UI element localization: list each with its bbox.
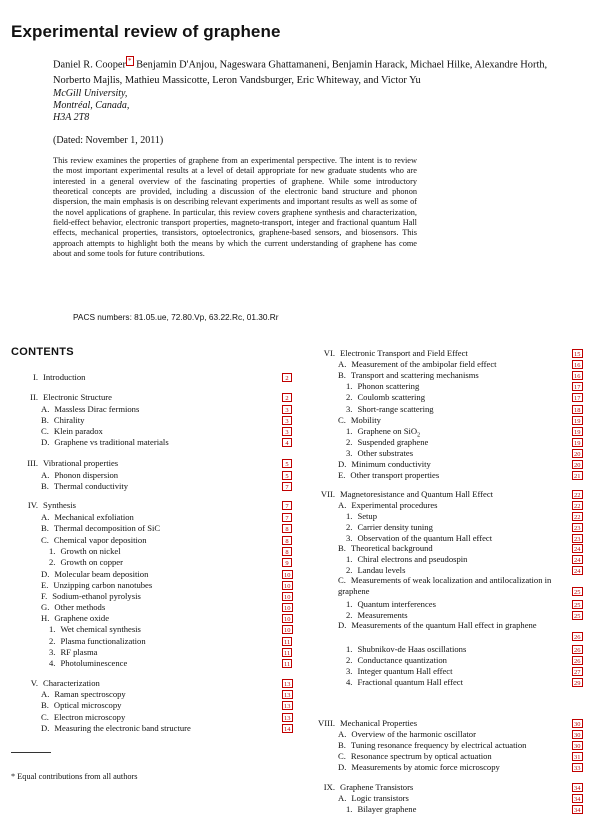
toc-label: Phonon scattering (357, 381, 420, 391)
toc-page-link[interactable]: 30 (574, 743, 581, 750)
toc-entry[interactable] (346, 804, 416, 815)
toc-number: II. (30, 392, 38, 402)
toc-number: 1. (49, 624, 56, 634)
toc-number: 2. (49, 557, 56, 567)
toc-label: Measurements of weak localization and antilocalization in graphene (338, 575, 552, 596)
toc-page-link[interactable]: 7 (282, 513, 292, 522)
toc-page-link[interactable]: 11 (284, 650, 291, 657)
toc-page-link[interactable]: 7 (282, 482, 292, 491)
toc-entry[interactable] (338, 370, 479, 381)
toc-number: 1. (346, 511, 353, 521)
toc-page-link[interactable]: 17 (574, 395, 581, 402)
toc-number: B. (338, 740, 346, 750)
toc-label: Minimum conductivity (351, 459, 431, 469)
toc-label: Phonon dispersion (54, 470, 119, 480)
toc-label: Growth on nickel (60, 546, 121, 556)
toc-page-link[interactable]: 20 (574, 451, 581, 458)
toc-label: Shubnikov-de Haas oscillations (357, 644, 467, 654)
toc-page-link[interactable]: 25 (574, 613, 581, 620)
toc-number: B. (338, 543, 346, 553)
affiliation (53, 88, 129, 124)
toc-page-link[interactable]: 24 (574, 557, 581, 564)
toc-page-link[interactable]: 3 (282, 405, 292, 414)
toc-label-subscript: 2 (417, 432, 421, 439)
toc-number: A. (338, 359, 347, 369)
toc-number: 2. (346, 610, 353, 620)
toc-entry[interactable] (346, 511, 377, 522)
toc-entry[interactable] (41, 602, 105, 613)
toc-entry[interactable] (338, 359, 497, 370)
toc-label: Massless Dirac fermions (54, 404, 140, 414)
toc-label: Carrier density tuning (357, 522, 433, 532)
toc-page-link[interactable]: 8 (282, 547, 292, 556)
toc-page-link[interactable]: 26 (574, 658, 581, 665)
toc-label: Measurements of the quantum Hall effect in graphene (351, 620, 537, 630)
toc-entry[interactable] (346, 448, 413, 459)
toc-number: G. (41, 602, 50, 612)
toc-entry[interactable] (41, 426, 103, 437)
toc-label: Resonance spectrum by optical actuation (350, 751, 492, 761)
toc-page-link[interactable]: 13 (284, 703, 291, 710)
toc-label: Graphene on SiO (357, 426, 418, 436)
toc-number: C. (41, 535, 49, 545)
toc-label: Logic transistors (351, 793, 409, 803)
toc-number: IX. (323, 782, 335, 792)
toc-number: 3. (49, 647, 56, 657)
toc-label: Graphene Transistors (340, 782, 414, 792)
toc-number: A. (338, 793, 347, 803)
toc-page-link[interactable]: 34 (574, 807, 581, 814)
toc-page-link[interactable]: 20 (574, 462, 581, 469)
toc-page-link[interactable]: 18 (574, 407, 581, 414)
toc-label: Setup (357, 511, 378, 521)
toc-page-link[interactable]: 31 (574, 754, 581, 761)
toc-number: A. (41, 470, 50, 480)
toc-number: D. (41, 723, 50, 733)
toc-page-link[interactable]: 25 (574, 589, 581, 596)
toc-label: Growth on copper (60, 557, 123, 567)
toc-entry[interactable] (30, 678, 100, 689)
toc-label: Conductance quantization (357, 655, 447, 665)
toc-label: Measurements (357, 610, 408, 620)
toc-entry[interactable] (338, 470, 439, 481)
toc-entry[interactable] (338, 500, 438, 511)
toc-entry[interactable] (338, 543, 433, 554)
toc-number: 2. (49, 636, 56, 646)
toc-number: 1. (346, 644, 353, 654)
toc-label: Mechanical exfoliation (54, 512, 134, 522)
abstract: This review examines the properties of graphene from an experimental perspective. The intent is to review the most important experimental results at a level of detail appropriate for new graduate students who are interested in a general overview of the fascinating properties of graphene. While some introductory theoretical concepts are provided, including a discussion of the electronic band structure and phonon dispersion, the main emphasis is on describing relevant experiments and important results as well as some of the novel applications of graphene. In particular, this review covers graphene synthesis and characterization, field-effect behavior, electronic transport properties, magneto-transport, integer and fractional quantum Hall effects, mechanical properties, transistors, optoelectronics, graphene-based sensors, and biosensors. This approach attempts to highlight both the means by which the current understanding of graphene has come about and some tools for future contributions. (53, 156, 417, 259)
toc-label: Thermal decomposition of SiC (53, 523, 161, 533)
toc-page-link[interactable]: 14 (284, 726, 291, 733)
toc-entry[interactable] (41, 415, 84, 426)
toc-label: Landau levels (357, 565, 406, 575)
toc-page-link[interactable]: 23 (574, 525, 581, 532)
toc-entry[interactable] (41, 437, 169, 448)
contents-heading: CONTENTS (11, 346, 74, 358)
toc-page-link[interactable]: 11 (284, 639, 291, 646)
toc-label: Plasma functionalization (60, 636, 146, 646)
toc-number: B. (41, 523, 49, 533)
toc-entry[interactable] (346, 404, 434, 415)
toc-page-link[interactable]: 26 (574, 647, 581, 654)
toc-number: 1. (346, 804, 353, 814)
toc-page-link[interactable]: 7 (282, 501, 292, 510)
toc-entry[interactable] (338, 793, 409, 804)
toc-entry[interactable] (318, 718, 418, 729)
toc-entry[interactable] (346, 644, 466, 655)
toc-page-link[interactable]: 24 (574, 546, 581, 553)
toc-label: Magnetoresistance and Quantum Hall Effect (340, 489, 494, 499)
toc-number: C. (338, 575, 346, 585)
toc-label: Molecular beam deposition (54, 569, 149, 579)
toc-entry[interactable] (49, 624, 141, 635)
toc-label: Unzipping carbon nanotubes (53, 580, 153, 590)
toc-page-link[interactable]: 22 (574, 503, 581, 510)
toc-entry[interactable] (41, 580, 152, 591)
author-list (53, 56, 575, 88)
toc-entry[interactable] (27, 500, 76, 511)
toc-number: 3. (346, 404, 353, 414)
toc-number: E. (41, 580, 49, 590)
toc-number: H. (41, 613, 50, 623)
toc-page-link[interactable]: 4 (282, 438, 292, 447)
affiliation-line: McGill University, (53, 88, 128, 99)
toc-page-link[interactable]: 10 (284, 594, 291, 601)
toc-number: F. (41, 591, 48, 601)
toc-page-link[interactable]: 11 (284, 661, 291, 668)
toc-label: Fractional quantum Hall effect (357, 677, 464, 687)
toc-page-link[interactable]: 13 (284, 681, 291, 688)
toc-number: A. (338, 500, 347, 510)
toc-page-link[interactable]: 25 (574, 602, 581, 609)
toc-page-link[interactable]: 13 (284, 715, 291, 722)
toc-entry[interactable] (41, 591, 141, 602)
toc-entry[interactable] (41, 481, 128, 492)
toc-page-link[interactable]: 19 (574, 440, 581, 447)
toc-label: Chirality (53, 415, 85, 425)
toc-entry[interactable] (41, 613, 109, 624)
toc-number: VII. (320, 489, 335, 499)
toc-page-link[interactable]: 3 (282, 427, 292, 436)
toc-number: A. (41, 512, 50, 522)
toc-entry[interactable] (49, 557, 123, 568)
toc-number: 1. (346, 554, 353, 564)
toc-label: Chemical vapor deposition (53, 535, 147, 545)
toc-number: 2. (346, 522, 353, 532)
toc-page-link[interactable]: 30 (574, 721, 581, 728)
toc-entry[interactable] (30, 392, 112, 403)
toc-entry[interactable] (41, 700, 121, 711)
toc-label: Experimental procedures (351, 500, 438, 510)
toc-label: Integer quantum Hall effect (357, 666, 453, 676)
toc-number: D. (338, 459, 347, 469)
footnote-link[interactable]: * (128, 57, 132, 65)
affiliation-line: H3A 2T8 (53, 112, 90, 123)
toc-label: Mechanical Properties (340, 718, 418, 728)
toc-entry[interactable] (338, 751, 492, 762)
toc-number: C. (338, 415, 346, 425)
toc-page-link[interactable]: 23 (574, 536, 581, 543)
toc-page-link[interactable]: 22 (574, 492, 581, 499)
toc-number: B. (41, 700, 49, 710)
toc-page-link[interactable]: 10 (284, 572, 291, 579)
toc-number: 2. (346, 565, 353, 575)
toc-number: IV. (27, 500, 38, 510)
toc-page-link[interactable]: 16 (574, 373, 581, 380)
toc-label: Optical microscopy (53, 700, 122, 710)
toc-page-link[interactable]: 17 (574, 384, 581, 391)
toc-label: Electron microscopy (53, 712, 126, 722)
toc-number: 4. (49, 658, 56, 668)
toc-label: Overview of the harmonic oscillator (351, 729, 476, 739)
toc-page-link[interactable]: 33 (574, 765, 581, 772)
toc-number: C. (41, 426, 49, 436)
toc-number: 2. (346, 655, 353, 665)
toc-label: Measuring the electronic band structure (54, 723, 191, 733)
toc-label: Photoluminescence (60, 658, 128, 668)
toc-entry[interactable] (338, 415, 381, 426)
toc-number: 1. (346, 599, 353, 609)
toc-number: 2. (346, 437, 353, 447)
toc-entry[interactable] (320, 489, 494, 500)
toc-label: Theoretical background (350, 543, 433, 553)
toc-number: 2. (346, 392, 353, 402)
toc-entry[interactable] (41, 470, 118, 481)
footnote-rule (11, 752, 51, 753)
toc-entry[interactable] (323, 348, 468, 359)
toc-number: B. (338, 370, 346, 380)
toc-entry[interactable] (41, 404, 139, 415)
toc-page-link[interactable]: 5 (282, 459, 292, 468)
toc-page-link[interactable]: 19 (574, 418, 581, 425)
toc-page-link[interactable]: 13 (284, 692, 291, 699)
toc-page-link[interactable]: 27 (574, 669, 581, 676)
toc-entry[interactable] (41, 723, 191, 734)
toc-label: Raman spectroscopy (54, 689, 126, 699)
toc-entry[interactable] (346, 392, 425, 403)
toc-number: B. (41, 415, 49, 425)
toc-label: Electronic Transport and Field Effect (340, 348, 468, 358)
toc-entry[interactable] (41, 569, 148, 580)
toc-page-link[interactable]: 10 (284, 605, 291, 612)
toc-entry[interactable] (49, 546, 121, 557)
toc-label: Chiral electrons and pseudospin (357, 554, 468, 564)
toc-label: Thermal conductivity (53, 481, 129, 491)
toc-entry[interactable] (338, 620, 558, 631)
paper-title: Experimental review of graphene (11, 22, 281, 41)
toc-number: E. (338, 470, 346, 480)
toc-label: Observation of the quantum Hall effect (357, 533, 493, 543)
toc-number: A. (41, 689, 50, 699)
toc-label: Bilayer graphene (357, 804, 417, 814)
toc-label: Klein paradox (53, 426, 103, 436)
footnote: * Equal contributions from all authors (11, 772, 138, 781)
toc-number: A. (41, 404, 50, 414)
toc-label: Tuning resonance frequency by electrical actuation (350, 740, 527, 750)
toc-label: Coulomb scattering (357, 392, 425, 402)
toc-label: Sodium-ethanol pyrolysis (52, 591, 141, 601)
toc-entry[interactable] (346, 381, 419, 392)
toc-entry[interactable] (346, 666, 453, 677)
toc-page-link[interactable]: 10 (284, 616, 291, 623)
affiliation-line: Montréal, Canada, (53, 100, 130, 111)
toc-entry[interactable] (41, 535, 147, 546)
toc-page-link[interactable]: 10 (284, 627, 291, 634)
toc-label: Short-range scattering (357, 404, 434, 414)
toc-number: C. (338, 751, 346, 761)
toc-page-link[interactable]: 16 (574, 362, 581, 369)
toc-page-link[interactable]: 19 (574, 429, 581, 436)
toc-number: VI. (323, 348, 335, 358)
toc-page-link[interactable]: 8 (282, 536, 292, 545)
toc-entry[interactable] (338, 729, 476, 740)
toc-page-link[interactable]: 34 (574, 785, 581, 792)
toc-page-link[interactable]: 30 (574, 732, 581, 739)
toc-number: D. (338, 762, 347, 772)
toc-label: Suspended graphene (357, 437, 429, 447)
toc-entry[interactable] (346, 522, 433, 533)
toc-number: B. (41, 481, 49, 491)
toc-entry[interactable] (41, 712, 125, 723)
toc-entry[interactable] (27, 458, 119, 469)
toc-number: D. (41, 437, 50, 447)
toc-label: Wet chemical synthesis (60, 624, 141, 634)
toc-label: Other substrates (357, 448, 414, 458)
toc-number: 4. (346, 677, 353, 687)
toc-label: Mobility (350, 415, 381, 425)
toc-label: Graphene oxide (54, 613, 110, 623)
toc-page-link[interactable]: 10 (284, 583, 291, 590)
toc-number: C. (41, 712, 49, 722)
toc-entry[interactable] (346, 599, 436, 610)
toc-page-link[interactable]: 8 (282, 524, 292, 533)
toc-entry[interactable] (41, 689, 126, 700)
toc-entry[interactable] (32, 372, 86, 383)
toc-entry[interactable] (338, 740, 526, 751)
toc-label: Graphene vs traditional materials (54, 437, 169, 447)
toc-number: A. (338, 729, 347, 739)
toc-entry[interactable] (49, 658, 127, 669)
toc-number: VIII. (318, 718, 335, 728)
toc-label: RF plasma (60, 647, 98, 657)
toc-page-link[interactable]: 9 (282, 558, 292, 567)
toc-number: 1. (346, 426, 353, 436)
date-line: (Dated: November 1, 2011) (53, 135, 164, 146)
toc-page-link[interactable]: 2 (282, 373, 292, 382)
toc-label: Measurements by atomic force microscopy (351, 762, 500, 772)
toc-number: I. (32, 372, 38, 382)
other-authors: Benjamin D'Anjou, Nageswara Ghattamaneni, Benjamin Harack, Michael Hilke, Alexandre Horth, Norberto Majlis, Mathieu Massicotte, Leron Vandsburger, Eric Whiteway, and Victor Yu (53, 59, 548, 86)
pacs-numbers: PACS numbers: 81.05.ue, 72.80.Vp, 63.22.Rc, 01.30.Rr (73, 312, 279, 322)
toc-number: III. (27, 458, 38, 468)
toc-entry[interactable] (346, 437, 428, 448)
toc-page-link[interactable]: 29 (574, 680, 581, 687)
toc-page-link[interactable]: 21 (574, 473, 581, 480)
toc-label: Introduction (43, 372, 86, 382)
toc-entry[interactable] (338, 575, 558, 597)
toc-page-link[interactable]: 2 (282, 393, 292, 402)
toc-entry[interactable] (338, 762, 500, 773)
toc-label: Electronic Structure (43, 392, 112, 402)
toc-entry[interactable] (346, 554, 467, 565)
toc-entry[interactable] (49, 647, 97, 658)
toc-page-link[interactable]: 5 (282, 471, 292, 480)
toc-entry[interactable] (338, 459, 431, 470)
toc-number: V. (30, 678, 38, 688)
toc-label: Other methods (54, 602, 106, 612)
toc-number: 3. (346, 448, 353, 458)
toc-label: Transport and scattering mechanisms (350, 370, 479, 380)
toc-entry[interactable] (41, 512, 134, 523)
toc-label: Measurement of the ambipolar field effect (351, 359, 497, 369)
toc-number: 1. (346, 381, 353, 391)
toc-label: Synthesis (43, 500, 76, 510)
toc-label: Characterization (43, 678, 100, 688)
toc-entry[interactable] (346, 677, 463, 688)
toc-entry[interactable] (323, 782, 414, 793)
toc-entry[interactable] (49, 636, 146, 647)
toc-label: Other transport properties (350, 470, 440, 480)
toc-label: Vibrational properties (43, 458, 119, 468)
toc-page-link[interactable]: 24 (574, 568, 581, 575)
toc-page-link[interactable]: 22 (574, 514, 581, 521)
toc-number: 1. (49, 546, 56, 556)
toc-entry[interactable] (41, 523, 160, 534)
toc-page-link[interactable]: 26 (574, 634, 581, 641)
toc-number: 3. (346, 666, 353, 676)
toc-page-link[interactable]: 34 (574, 796, 581, 803)
toc-number: D. (338, 620, 347, 630)
toc-page-link[interactable]: 3 (282, 416, 292, 425)
toc-page-link[interactable]: 15 (574, 351, 581, 358)
toc-label: Quantum interferences (357, 599, 436, 609)
toc-number: 3. (346, 533, 353, 543)
toc-entry[interactable] (346, 655, 447, 666)
toc-number: D. (41, 569, 50, 579)
first-author: Daniel R. Cooper (53, 59, 127, 71)
